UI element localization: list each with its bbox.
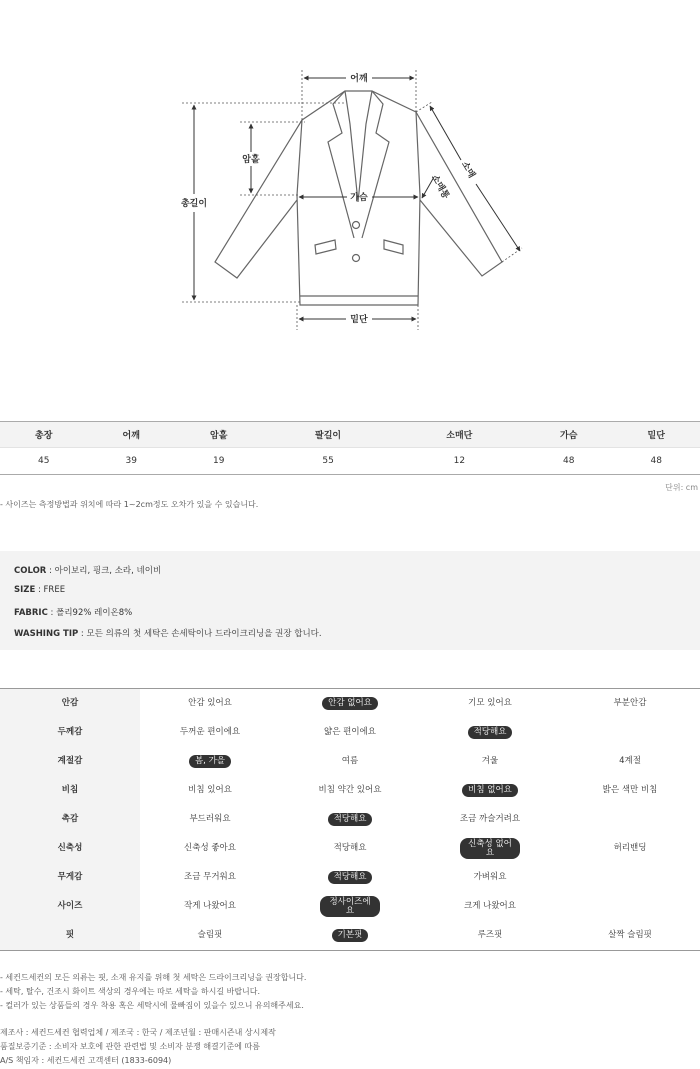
fit-option-cell	[280, 805, 420, 834]
label-sleeve: 소매	[459, 159, 477, 181]
size-header: 어깨	[87, 422, 174, 448]
fit-option: 작게 나왔어요	[184, 901, 236, 912]
size-value: 12	[394, 448, 525, 475]
fit-row-label: 무게감	[0, 863, 140, 892]
spec-washing-label: WASHING TIP	[14, 629, 79, 639]
label-chest: 가슴	[350, 193, 368, 203]
fit-row	[0, 776, 700, 805]
fit-option: 부드러워요	[189, 814, 231, 825]
fit-option: 비침 있어요	[188, 785, 232, 796]
fit-option-cell	[140, 921, 280, 951]
fit-option: 신축성 좋아요	[184, 843, 236, 854]
size-table-header-row	[0, 422, 700, 448]
size-note: - 사이즈는 측정방법과 위치에 따라 1~2cm정도 오차가 있을 수 있습니다.	[0, 500, 259, 509]
spec-color-value: : 아이보리, 핑크, 소라, 네이비	[46, 566, 162, 576]
spec-size-label: SIZE	[14, 585, 36, 595]
jacket-measurement-diagram	[0, 0, 700, 420]
fit-table	[0, 688, 700, 951]
fit-option: 크게 나왔어요	[464, 901, 516, 912]
size-header: 밑단	[612, 422, 700, 448]
fit-option-cell	[280, 747, 420, 776]
label-shoulder: 어깨	[350, 74, 368, 84]
fit-option-cell	[420, 805, 560, 834]
fit-option-selected: 봄, 가을	[189, 755, 231, 768]
fit-option: 조금 까슬거려요	[459, 814, 521, 825]
spec-washing-value: : 모든 의류의 첫 세탁은 손세탁이나 드라이크리닝을 권장 합니다.	[78, 629, 322, 639]
fit-option: 비침 약간 있어요	[318, 785, 382, 796]
fit-row	[0, 834, 700, 863]
fit-option-cell	[560, 892, 700, 921]
fit-option-cell	[560, 689, 700, 719]
unit-label: 단위: cm	[665, 483, 698, 492]
fit-option: 두꺼운 편이에요	[179, 727, 241, 738]
fit-row	[0, 863, 700, 892]
fit-option-cell	[280, 718, 420, 747]
fit-option-cell	[280, 921, 420, 951]
care-note: - 세탁, 탈수, 건조시 화이트 색상의 경우에는 따로 세탁을 하시길 바랍니다.	[0, 987, 261, 996]
fit-option: 살짝 슬림핏	[608, 930, 652, 941]
label-armhole: 암홀	[242, 155, 260, 165]
fit-option-cell	[420, 834, 560, 863]
fit-option: 밝은 색만 비침	[602, 785, 658, 796]
fit-option-cell	[420, 689, 560, 719]
fit-option-cell	[140, 747, 280, 776]
size-value: 39	[87, 448, 174, 475]
fit-option-cell	[560, 776, 700, 805]
fit-row-label: 신축성	[0, 834, 140, 863]
fit-option-selected: 기본핏	[332, 929, 369, 942]
fit-row-label: 핏	[0, 921, 140, 951]
fit-option-cell	[140, 689, 280, 719]
fit-option: 적당해요	[333, 843, 367, 854]
product-info-line: 제조사 : 세컨드세컨 협력업체 / 제조국 : 한국 / 제조년월 : 판매시즌내 상시제작	[0, 1028, 276, 1037]
fit-option-cell	[280, 863, 420, 892]
spec-size-value: : FREE	[35, 585, 66, 595]
fit-option-cell	[280, 776, 420, 805]
size-value: 45	[0, 448, 87, 475]
fit-option-selected: 정사이즈에요	[320, 896, 380, 918]
fit-option-cell	[140, 892, 280, 921]
size-value: 48	[612, 448, 700, 475]
fit-option-selected: 안감 없어요	[322, 697, 378, 710]
fit-option-cell	[140, 863, 280, 892]
fit-option-cell	[280, 689, 420, 719]
spec-box	[0, 551, 700, 650]
fit-option-cell	[140, 718, 280, 747]
fit-option: 루즈핏	[477, 930, 503, 941]
fit-option: 겨울	[481, 756, 499, 767]
fit-option-cell	[280, 892, 420, 921]
fit-option-cell	[560, 718, 700, 747]
fit-row	[0, 805, 700, 834]
fit-row-label: 비침	[0, 776, 140, 805]
fit-option-selected: 적당해요	[468, 726, 513, 739]
size-table	[0, 421, 700, 475]
label-total-length: 총길이	[180, 199, 208, 209]
product-info-line: 품질보증기준 : 소비자 보호에 관한 관련법 및 소비자 분쟁 해결기준에 따름	[0, 1042, 260, 1051]
fit-option-cell	[420, 863, 560, 892]
size-table-value-row	[0, 448, 700, 475]
fit-option-cell	[420, 892, 560, 921]
fit-option-cell	[560, 834, 700, 863]
fit-row	[0, 892, 700, 921]
fit-option-cell	[140, 776, 280, 805]
label-hem: 밑단	[350, 315, 368, 325]
size-value: 55	[262, 448, 393, 475]
fit-option-cell	[560, 805, 700, 834]
care-note: - 세컨드세컨의 모든 의류는 핏, 소재 유지를 위해 첫 세탁은 드라이크리닝을 권장합니다.	[0, 973, 307, 982]
spec-color-label: COLOR	[14, 566, 47, 576]
fit-option: 부분안감	[613, 698, 647, 709]
fit-row	[0, 689, 700, 719]
fit-row	[0, 747, 700, 776]
fit-option-cell	[140, 834, 280, 863]
spec-fabric-value: : 폴리92% 레이온8%	[47, 608, 133, 618]
fit-option-cell	[280, 834, 420, 863]
fit-option: 안감 있어요	[188, 698, 232, 709]
fit-row-label: 계절감	[0, 747, 140, 776]
fit-option: 기모 있어요	[468, 698, 512, 709]
spec-size	[14, 585, 65, 595]
spec-fabric	[14, 606, 132, 618]
fit-option-cell	[560, 747, 700, 776]
fit-option-cell	[140, 805, 280, 834]
label-sleeve-opening: 소매통	[428, 173, 451, 201]
product-info-line: A/S 책임자 : 세컨드세컨 고객센터 (1833-6094)	[0, 1056, 172, 1065]
size-header: 소매단	[394, 422, 525, 448]
size-header: 팔길이	[262, 422, 393, 448]
fit-option-cell	[420, 921, 560, 951]
care-note: - 컬러가 있는 상품들의 경우 착용 혹은 세탁시에 물빠짐이 있을수 있으니 유의해주세요.	[0, 1001, 304, 1010]
fit-option: 4계절	[619, 756, 641, 767]
fit-option: 가벼워요	[473, 872, 507, 883]
fit-option: 허리밴딩	[613, 843, 647, 854]
fit-option-selected: 비침 없어요	[462, 784, 518, 797]
size-header: 총장	[0, 422, 87, 448]
fit-row	[0, 718, 700, 747]
fit-option: 여름	[341, 756, 359, 767]
size-header: 가슴	[525, 422, 612, 448]
size-value: 19	[175, 448, 262, 475]
fit-option-selected: 적당해요	[328, 871, 373, 884]
fit-option: 조금 무거워요	[184, 872, 236, 883]
fit-row-label: 사이즈	[0, 892, 140, 921]
fit-row-label: 촉감	[0, 805, 140, 834]
spec-washing	[14, 627, 322, 639]
fit-row-label: 안감	[0, 689, 140, 719]
fit-option-selected: 적당해요	[328, 813, 373, 826]
fit-option: 얇은 편이에요	[324, 727, 376, 738]
fit-option-cell	[420, 776, 560, 805]
fit-option: 슬림핏	[197, 930, 223, 941]
fit-row-label: 두께감	[0, 718, 140, 747]
fit-option-cell	[420, 718, 560, 747]
size-value: 48	[525, 448, 612, 475]
size-header: 암홀	[175, 422, 262, 448]
fit-option-cell	[560, 921, 700, 951]
spec-color	[14, 564, 161, 576]
fit-row	[0, 921, 700, 951]
fit-option-cell	[560, 863, 700, 892]
spec-fabric-label: FABRIC	[14, 608, 48, 618]
fit-option-cell	[420, 747, 560, 776]
fit-option-selected: 신축성 없어요	[460, 838, 520, 860]
